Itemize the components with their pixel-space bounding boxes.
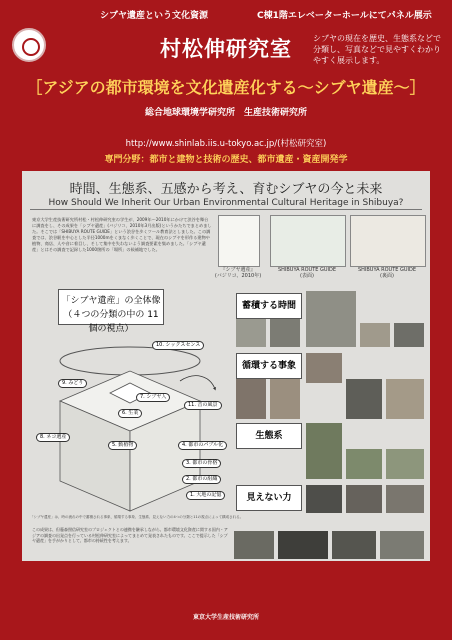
category-ecosystem: 生態系 xyxy=(236,423,302,449)
node-urban-bubble: 4. 都市のパブル化 xyxy=(178,441,227,450)
photo-event-3 xyxy=(306,353,342,383)
photo-eco-3 xyxy=(386,449,424,479)
intro-text: 東京大学生産技術研究所村松・村松伸研究室の学生が、2009年〜2010年にかけて渋谷を舞台に調査をし、その成果を「シブヤ遺産」(バジリコ、2010年3月出版)というかたちでまとめました。そこでは「SHIBUYA ROUTE GUIDE」という渋谷を歩くツール教育法としました。この調査では、渋谷駅を中心とした半径1000mをくまなく歩くことで、現在のシブヤを形作る建物や植物、商店、人や音に着目し、そして集中を失わないよう調査要素を集めました。「シブヤ遺産」とはその調査で記録した1000箇所の「場所」の候補地でした。 xyxy=(32,217,212,252)
time-text xyxy=(360,291,424,321)
photo-bottom-1 xyxy=(234,531,274,559)
organizations: 総合地球環境学研究所 生産技術研究所 xyxy=(144,108,307,118)
guide-back-image xyxy=(350,215,426,267)
node-urban-organization: 2. 都市の組織 xyxy=(182,475,221,484)
node-sixth-sense: 10. シックスセンス xyxy=(152,341,204,350)
category-accumulating-time: 蓄積する時間 xyxy=(236,293,302,319)
node-shibuya-people: 7. シブヤ人 xyxy=(136,393,170,402)
guide-back-caption: SHIBUYA ROUTE GUIDE (裏面) xyxy=(357,267,417,279)
category-circulating-events: 循環する事象 xyxy=(236,353,302,379)
category-invisible-power: 見えない力 xyxy=(236,485,302,511)
node-flora-fauna: 5. 動植物 xyxy=(108,441,137,450)
photo-eco-2 xyxy=(346,449,382,479)
photo-event-2 xyxy=(270,379,300,419)
diagram-title-box xyxy=(58,289,164,334)
photo-time-1 xyxy=(236,319,266,347)
photo-invisible-2 xyxy=(346,485,382,513)
guide-front-image xyxy=(270,215,346,267)
side-description: シブヤの現在を歴史、生態系などで分類し、写真などで見やすくわかりやすく展示します。 xyxy=(313,34,441,65)
poster-subtitle: ［アジアの都市環境を文化遺産化する〜シブヤ遺産〜］ xyxy=(26,78,426,97)
book-cover-image xyxy=(218,215,260,267)
panel-title-en: How Should We Inherit Our Urban Environmental Cultural Heritage in Shibuya? xyxy=(48,198,404,208)
photo-invisible-1 xyxy=(306,485,342,513)
node-cat-heritage: 8. ネコ遺産 xyxy=(36,433,70,442)
node-greenery: 9. みどり xyxy=(58,379,87,388)
photo-map xyxy=(306,291,356,347)
photo-bottom-4 xyxy=(380,531,424,559)
research-field: 専門分野：都市と建物と技術の歴史、都市遺産・資産開発学 xyxy=(104,155,348,165)
lab-title: 村松伸研究室 xyxy=(160,37,292,61)
photo-bottom-3 xyxy=(332,531,376,559)
diagram-title: 「シブヤ遺産」の全体像 xyxy=(61,296,161,306)
bottom-text: この成果は、但藤森照信研究室のプロジェクトとの連携を継承しながら、都市環境文化資産に関する国内・アジアの調査の出発点を行っている村松伸研究室によってまとめて発表されたものです。ここで提示した「シブヤ遺産」を手がかりとして、都市の持続性を考えます。 xyxy=(32,527,228,543)
footnote: 「シブヤ遺産」は、時の流れの中で蓄積される事象、循環する事象、生態系、見えない力の4つの分類と11の視点によって構成される。 xyxy=(30,515,244,519)
photo-time-2 xyxy=(270,319,300,347)
guide-front-caption: SHIBUYA ROUTE GUIDE (表面) xyxy=(277,267,337,279)
node-soundscape: 11. 音の風景 xyxy=(184,401,222,410)
divider xyxy=(30,209,422,210)
node-land-memory: 1. 大地の記憶 xyxy=(186,491,225,500)
header-bar xyxy=(0,0,452,28)
content-panel xyxy=(22,171,430,561)
photo-invisible-3 xyxy=(386,485,424,513)
photo-time-3 xyxy=(360,323,390,347)
photo-time-4 xyxy=(394,323,424,347)
photo-event-4 xyxy=(346,379,382,419)
node-urban-skeleton: 3. 都市の骨格 xyxy=(182,459,221,468)
node-livelihood: 6. 生業 xyxy=(118,409,142,418)
header-left-label: シブヤ遺産という文化資源 xyxy=(100,11,209,21)
lab-url[interactable]: http://www.shinlab.iis.u-tokyo.ac.jp/(村松研究室) xyxy=(125,139,327,149)
photo-event-1 xyxy=(236,379,266,419)
diagram-arrow xyxy=(180,376,215,389)
header-right-label: C棟1階エレベーターホールにてパネル展示 xyxy=(257,11,432,21)
photo-event-5 xyxy=(386,379,424,419)
panel-title-jp: 時間、生態系、五感から考え、育むシブヤの今と未来 xyxy=(69,182,383,197)
footer-institute: 東京大学生産技術研究所 xyxy=(192,614,259,621)
photo-eco-1 xyxy=(306,423,342,479)
diagram-subtitle: （４つの分類の中の 11 個の視点） xyxy=(63,310,159,334)
photo-bottom-2 xyxy=(278,531,328,559)
book-caption: 『シブヤ遺産』 (バジリコ、2010年) xyxy=(214,267,262,279)
